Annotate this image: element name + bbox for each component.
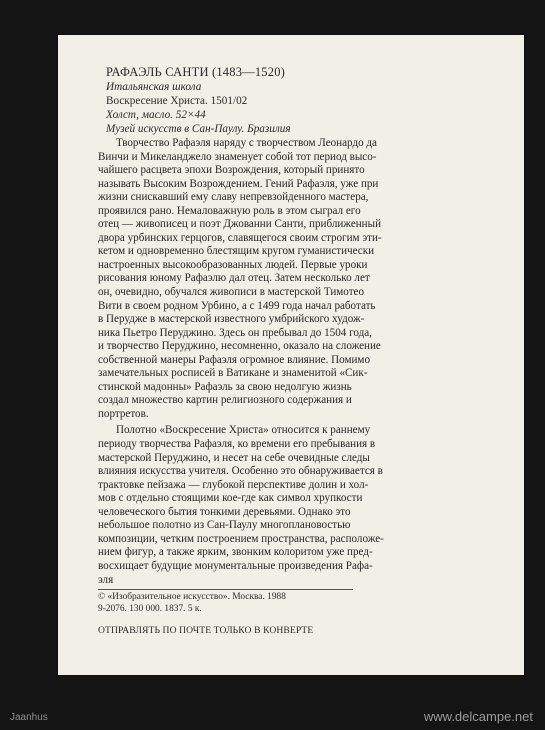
text-line: собственной манеры Рафаэля огромное влияние. Помимо <box>98 353 370 366</box>
medium-line: Холст, масло. 52×44 <box>106 109 206 121</box>
text-line: мастерской Перуджино, и несет на себе очевидные следы <box>98 451 370 464</box>
watermark-right: www.delcampe.net <box>423 709 533 724</box>
text-line: Вити в своем родном Урбино, а с 1499 года начал работать <box>98 299 376 312</box>
school-line: Итальянская школа <box>106 81 202 93</box>
mail-notice: ОТПРАВЛЯТЬ ПО ПОЧТЕ ТОЛЬКО В КОНВЕРТЕ <box>98 625 314 636</box>
copyright-block <box>98 591 458 615</box>
text-line: двора урбинских герцогов, славящегося своим строгим эти- <box>98 231 382 244</box>
text-line: он, очевидно, обучался живописи в мастерской Тимотео <box>98 286 365 299</box>
text-line: ника Пьетро Перуджино. Здесь он пребывал до 1504 года, <box>98 326 372 339</box>
print-code: 9-2076. 130 000. 1837. 5 к. <box>98 604 202 614</box>
text-line: отец — живописец и поэт Джованни Санти, приближенный <box>98 218 382 231</box>
text-line: нием фигур, а также ярким, звонким колоритом уже пред- <box>98 546 373 559</box>
text-line: в Перудже в мастерской известного умбрийского худож- <box>98 313 365 326</box>
text-line: чайшего расцвета эпохи Возрождения, который принято <box>98 164 365 177</box>
text-line: замечательных росписей в Ватикане и знаменитой «Сик- <box>98 367 368 380</box>
paragraph-1 <box>98 137 500 421</box>
text-line: композиции, четким построением пространства, расположе- <box>98 532 384 545</box>
text-line: называть Высоким Возрождением. Гений Рафаэля, уже при <box>98 177 379 190</box>
text-line: Винчи и Микеланджело знаменует собой тот период высо- <box>98 150 377 163</box>
divider <box>98 589 353 590</box>
text-line: рисования юному Рафаэлю дал отец. Затем несколько лет <box>98 272 370 285</box>
artist-title: РАФАЭЛЬ САНТИ (1483—1520) <box>106 65 286 79</box>
postcard <box>58 35 524 675</box>
artwork-title: Воскресение Христа. 1501/02 <box>106 95 248 107</box>
text-line: восхищает будущие монументальные произведения Рафа- <box>98 559 373 572</box>
text-line: Полотно «Воскресение Христа» относится к раннему <box>116 424 371 437</box>
text-line: мов с отдельно стоящими кое-где как символ хрупкости <box>98 492 363 505</box>
paragraph-2 <box>98 424 500 587</box>
watermark-left: Jaanhus <box>10 712 48 723</box>
text-line: кетом и одновременно блестящим кругом гуманистически <box>98 245 375 258</box>
text-line: жизни снискавший ему славу непревзойденного мастера, <box>98 191 369 204</box>
description-text <box>98 137 500 587</box>
text-line: эля <box>98 573 114 586</box>
text-line: человеческого бытия тонкими деревьями. Однако это <box>98 505 351 518</box>
header <box>106 65 486 136</box>
text-line: Творчество Рафаэля наряду с творчеством Леонардо да <box>116 137 377 149</box>
text-line: настроенных высокообразованных людей. Первые уроки <box>98 258 368 271</box>
text-line: портретов. <box>98 407 149 420</box>
text-line: стинской мадонны» Рафаэль за свою недолгую жизнь <box>98 380 352 393</box>
text-line: периоду творчества Рафаэля, ко времени его пребывания в <box>98 438 376 451</box>
text-line: влияния искусства учителя. Особенно это обнаруживается в <box>98 465 383 478</box>
text-line: и творчество Перуджино, несомненно, оказало на сложение <box>98 340 381 353</box>
text-line: небольшое полотно из Сан-Паулу многоплановостью <box>98 519 351 532</box>
text-line: трактовке пейзажа — глубокой перспективе долин и хол- <box>98 478 369 491</box>
museum-line: Музей искусств в Сан-Паулу. Бразилия <box>106 123 291 135</box>
copyright-line: © «Изобразительное искусство». Москва. 1988 <box>98 592 286 602</box>
text-line: проявился рано. Немаловажную роль в этом сыграл его <box>98 204 361 217</box>
text-line: создал множество картин религиозного содержания и <box>98 394 352 407</box>
